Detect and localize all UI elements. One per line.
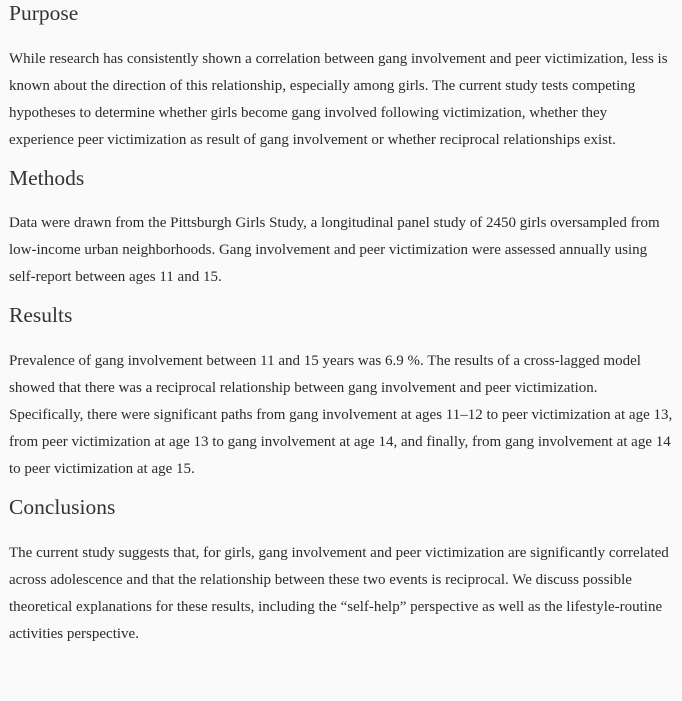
conclusions-text: The current study suggests that, for girls, gang involvement and peer victimization are significantly correlated across adolescence and that the relationship between these two events is reciprocal. We discuss possible theoretical explanations for these results, including the “self-help” perspective as well as the lifestyle-routine activities perspective. (9, 545, 669, 642)
purpose-text: While research has consistently shown a correlation between gang involvement and peer victimization, less is known about the direction of this relationship, especially among girls. The current study tests competing hypotheses to determine whether girls become gang involved following victimization, whether they experience peer victimization as result of gang involvement or whether reciprocal relationships exist. (9, 51, 668, 148)
results-heading: Results (9, 303, 73, 327)
purpose-heading: Purpose (9, 1, 79, 25)
results-text: Prevalence of gang involvement between 11 and 15 years was 6.9 %. The results of a cross-lagged model showed that there was a reciprocal relationship between gang involvement and peer victimization. Specifically, there were significant paths from gang involvement at ages 11–12 to peer victimization at age 13, from peer victimization at age 13 to gang involvement at age 14, and finally, from gang involvement at age 14 to peer victimization at age 15. (9, 353, 673, 477)
methods-text: Data were drawn from the Pittsburgh Girls Study, a longitudinal panel study of 2450 girls oversampled from low-income urban neighborhoods. Gang involvement and peer victimization were assessed annually using self-report between ages 11 and 15. (9, 215, 660, 285)
methods-heading: Methods (9, 166, 85, 190)
conclusions-heading: Conclusions (9, 495, 116, 519)
